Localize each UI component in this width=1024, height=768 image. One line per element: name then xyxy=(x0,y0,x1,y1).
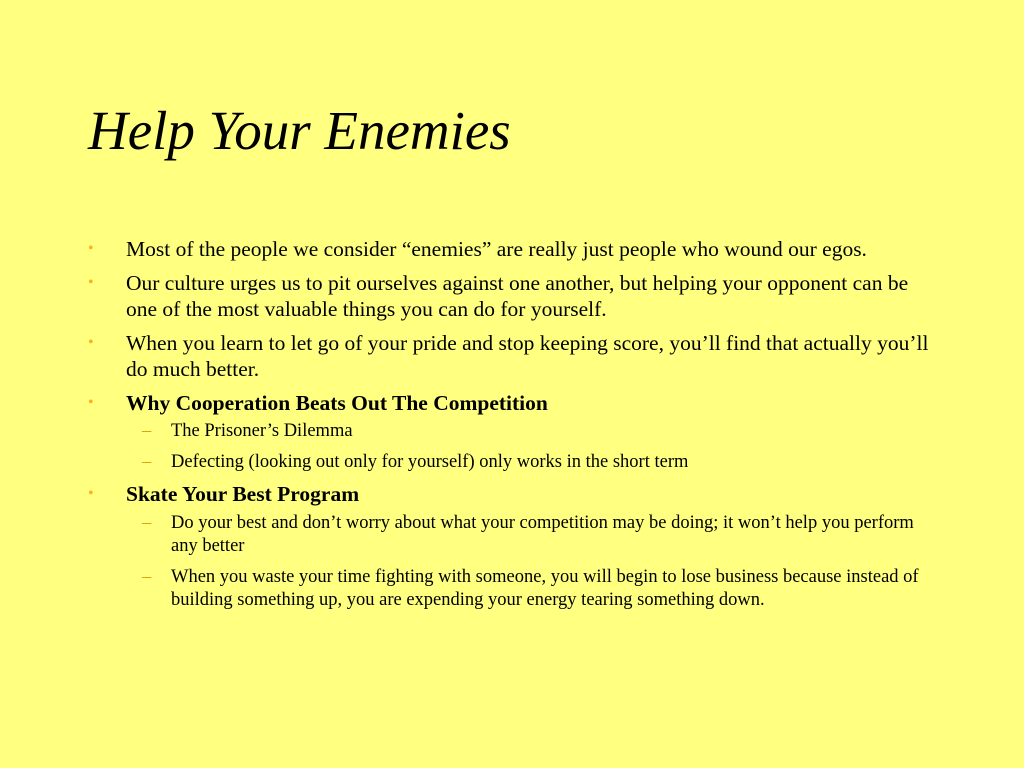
sub-bullet-marker: – xyxy=(142,421,152,441)
bullet-text: Most of the people we consider “enemies” are really just people who wound our egos. xyxy=(126,237,867,261)
bullet-marker: • xyxy=(88,393,94,411)
sub-bullet-list xyxy=(126,420,938,474)
sub-bullet-text: When you waste your time fighting with someone, you will begin to lose business because instead of building something up, you are expending your energy tearing something down. xyxy=(171,566,919,610)
sub-bullet-marker: – xyxy=(142,512,152,533)
sub-bullet-text: Defecting (looking out only for yourself) only works in the short term xyxy=(171,451,689,472)
bullet-marker: • xyxy=(88,333,94,351)
bullet-list xyxy=(88,236,938,620)
sub-bullet-list xyxy=(126,512,938,613)
bullet-heading-text: Why Cooperation Beats Out The Competition xyxy=(126,390,548,415)
sub-bullet-item xyxy=(126,566,938,613)
bullet-text: When you learn to let go of your pride and stop keeping score, you’ll find that actually you’ll do much better. xyxy=(126,330,929,381)
sub-bullet-marker: – xyxy=(142,566,152,587)
sub-bullet-item xyxy=(126,512,938,559)
bullet-text: Our culture urges us to pit ourselves against one another, but helping your opponent can be one of the most valuable things you can do for yourself. xyxy=(126,270,909,321)
bullet-item-heading xyxy=(88,481,938,613)
slide-title: Help Your Enemies xyxy=(88,100,511,161)
bullet-item xyxy=(88,270,938,323)
sub-bullet-item xyxy=(126,451,938,475)
bullet-marker: • xyxy=(88,240,94,257)
bullet-item xyxy=(88,236,938,263)
bullet-item-heading xyxy=(88,390,938,475)
bullet-marker: • xyxy=(88,273,94,291)
bullet-item xyxy=(88,330,938,383)
sub-bullet-item xyxy=(126,420,938,444)
bullet-heading-text: Skate Your Best Program xyxy=(126,482,360,506)
sub-bullet-marker: – xyxy=(142,451,152,472)
bullet-marker: • xyxy=(88,485,94,502)
sub-bullet-text: Do your best and don’t worry about what your competition may be doing; it won’t help you perform any better xyxy=(171,512,914,556)
sub-bullet-text: The Prisoner’s Dilemma xyxy=(171,421,353,441)
